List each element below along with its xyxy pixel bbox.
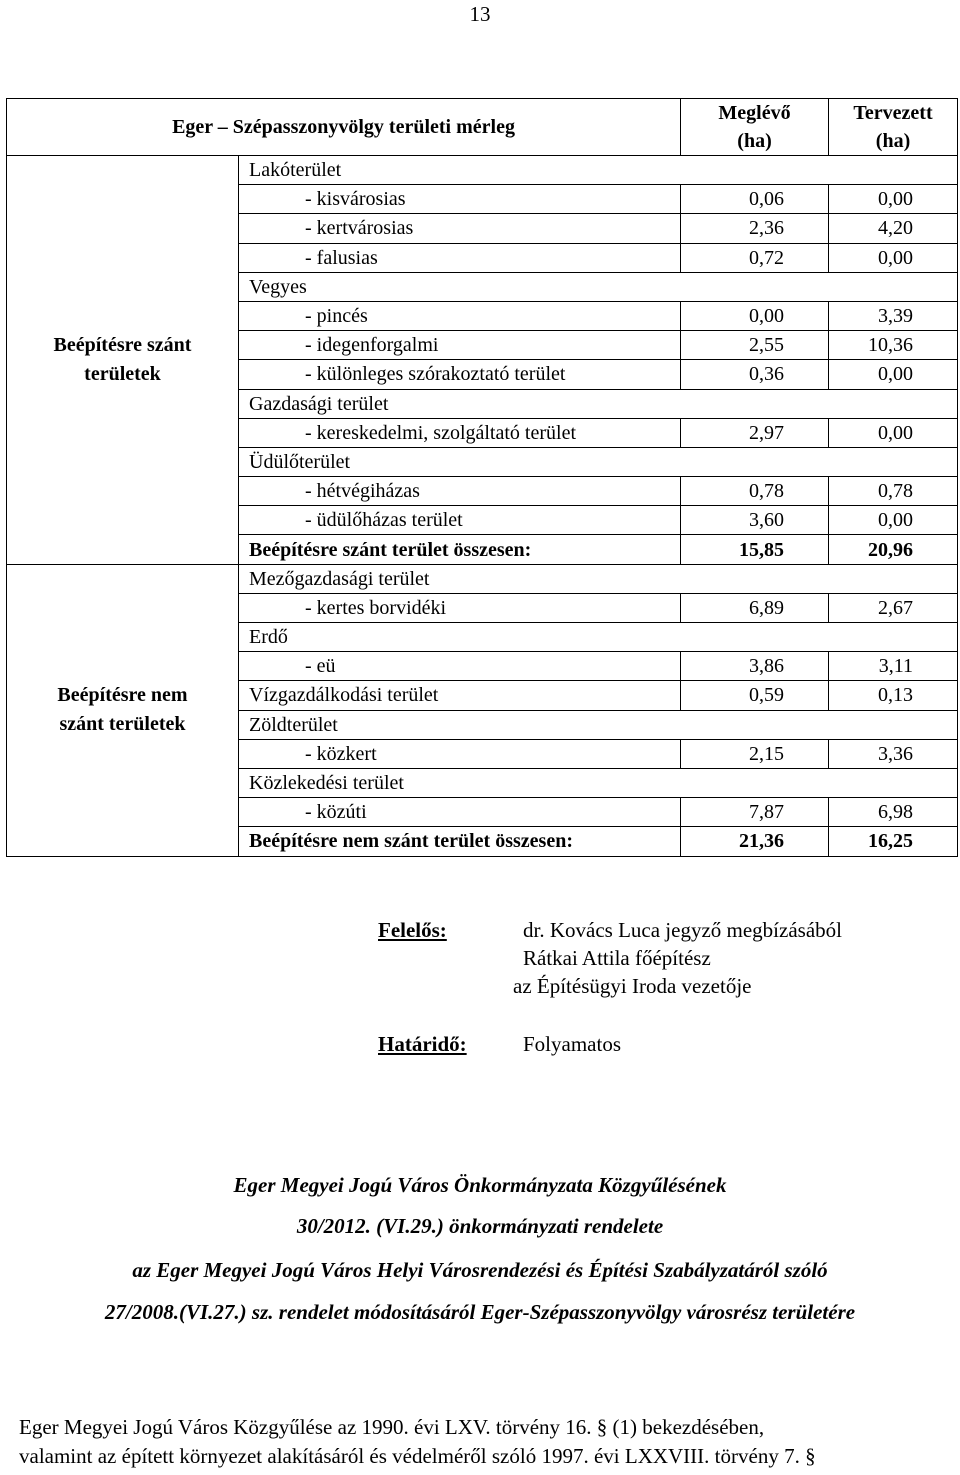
group-unbuilt-areas-line: szánt területek (59, 713, 186, 736)
footer-line-2: valamint az épített környezet alakításáról és védelméről szóló 1997. évi LXXVIII. törvény 7. § (19, 1444, 816, 1468)
row-label: Gazdasági terület (239, 389, 958, 418)
cell-planned: 6,98 (829, 798, 958, 827)
row-label: Beépítésre nem szánt terület összesen: (239, 827, 681, 856)
responsible-line-1: dr. Kovács Luca jegyző megbízásából (523, 918, 842, 942)
page-number: 13 (469, 2, 491, 26)
row-label: Üdülőterület (239, 447, 958, 476)
cell-planned: 16,25 (829, 827, 958, 856)
cell-existing: 2,97 (681, 418, 829, 447)
table-title: Eger – Szépasszonyvölgy területi mérleg (7, 99, 681, 156)
responsible-line-2: Rátkai Attila főépítész (523, 946, 711, 970)
header-planned (829, 99, 958, 156)
cell-existing: 0,72 (681, 243, 829, 272)
row-label: Lakóterület (239, 156, 958, 185)
row-label: - kereskedelmi, szolgáltató terület (239, 418, 681, 447)
cell-planned: 2,67 (829, 593, 958, 622)
cell-existing: 0,36 (681, 360, 829, 389)
cell-existing: 15,85 (681, 535, 829, 564)
row-label: Zöldterület (239, 710, 958, 739)
row-label: - idegenforgalmi (239, 331, 681, 360)
cell-planned: 0,00 (829, 243, 958, 272)
row-label: Beépítésre szánt terület összesen: (239, 535, 681, 564)
row-label: Erdő (239, 623, 958, 652)
cell-existing: 0,06 (681, 185, 829, 214)
row-label: - kisvárosias (239, 185, 681, 214)
row-label: - közkert (239, 739, 681, 768)
row-label: Közlekedési terület (239, 768, 958, 797)
cell-planned: 0,13 (829, 681, 958, 710)
row-label: - különleges szórakoztató terület (239, 360, 681, 389)
table-row (7, 156, 958, 185)
cell-planned: 0,00 (829, 506, 958, 535)
header-existing-unit: (ha) (737, 130, 772, 152)
deadline-value: Folyamatos (523, 1032, 621, 1056)
row-label: - eü (239, 652, 681, 681)
cell-planned: 3,39 (829, 301, 958, 330)
group-built-areas-line: Beépítésre szánt (53, 333, 192, 356)
cell-existing: 0,59 (681, 681, 829, 710)
header-existing (681, 99, 829, 156)
row-label: - pincés (239, 301, 681, 330)
cell-existing: 2,36 (681, 214, 829, 243)
row-label: - falusias (239, 243, 681, 272)
group-unbuilt-areas (7, 564, 239, 856)
cell-existing: 21,36 (681, 827, 829, 856)
cell-planned: 3,36 (829, 739, 958, 768)
group-built-areas (7, 156, 239, 565)
row-label: - kertes borvidéki (239, 593, 681, 622)
cell-planned: 0,00 (829, 418, 958, 447)
decree-title-line-1: Eger Megyei Jogú Város Önkormányzata Közgyűlésének (233, 1173, 727, 1197)
decree-title-line-3: az Eger Megyei Jogú Város Helyi Városrendezési és Építési Szabályzatáról szóló (132, 1258, 828, 1282)
responsible-label (378, 918, 447, 943)
row-label: - közúti (239, 798, 681, 827)
row-label: - üdülőházas terület (239, 506, 681, 535)
footer-line-1: Eger Megyei Jogú Város Közgyűlése az 1990. évi LXV. törvény 16. § (1) bekezdésében, (19, 1415, 765, 1439)
decree-title-line-4: 27/2008.(VI.27.) sz. rendelet módosításáról Eger-Szépasszonyvölgy városrész területére (104, 1300, 856, 1324)
deadline-label (378, 1032, 467, 1057)
row-label: - kertvárosias (239, 214, 681, 243)
table-header-row (7, 99, 958, 156)
cell-planned: 0,00 (829, 185, 958, 214)
decree-title-line-2: 30/2012. (VI.29.) önkormányzati rendelete (296, 1214, 664, 1238)
cell-planned: 0,78 (829, 477, 958, 506)
group-unbuilt-areas-line: Beépítésre nem (57, 684, 188, 707)
cell-planned: 0,00 (829, 360, 958, 389)
header-planned-label: Tervezett (853, 102, 933, 124)
row-label: Vízgazdálkodási terület (239, 681, 681, 710)
cell-existing: 6,89 (681, 593, 829, 622)
cell-existing: 7,87 (681, 798, 829, 827)
row-label: Vegyes (239, 272, 958, 301)
header-planned-unit: (ha) (875, 130, 911, 152)
responsible-line-3: az Építésügyi Iroda vezetője (513, 974, 752, 998)
row-label: Mezőgazdasági terület (239, 564, 958, 593)
table-row (7, 564, 958, 593)
deadline-label-text: Határidő: (378, 1032, 467, 1056)
row-label: - hétvégiházas (239, 477, 681, 506)
cell-existing: 3,60 (681, 506, 829, 535)
cell-existing: 3,86 (681, 652, 829, 681)
header-existing-label: Meglévő (718, 102, 791, 124)
cell-existing: 0,00 (681, 301, 829, 330)
cell-planned: 4,20 (829, 214, 958, 243)
cell-existing: 0,78 (681, 477, 829, 506)
cell-planned: 3,11 (829, 652, 958, 681)
responsible-label-text: Felelős: (378, 918, 447, 942)
cell-planned: 20,96 (829, 535, 958, 564)
cell-existing: 2,15 (681, 739, 829, 768)
cell-planned: 10,36 (829, 331, 958, 360)
land-balance-table (6, 98, 958, 857)
group-built-areas-line: területek (84, 362, 161, 385)
cell-existing: 2,55 (681, 331, 829, 360)
